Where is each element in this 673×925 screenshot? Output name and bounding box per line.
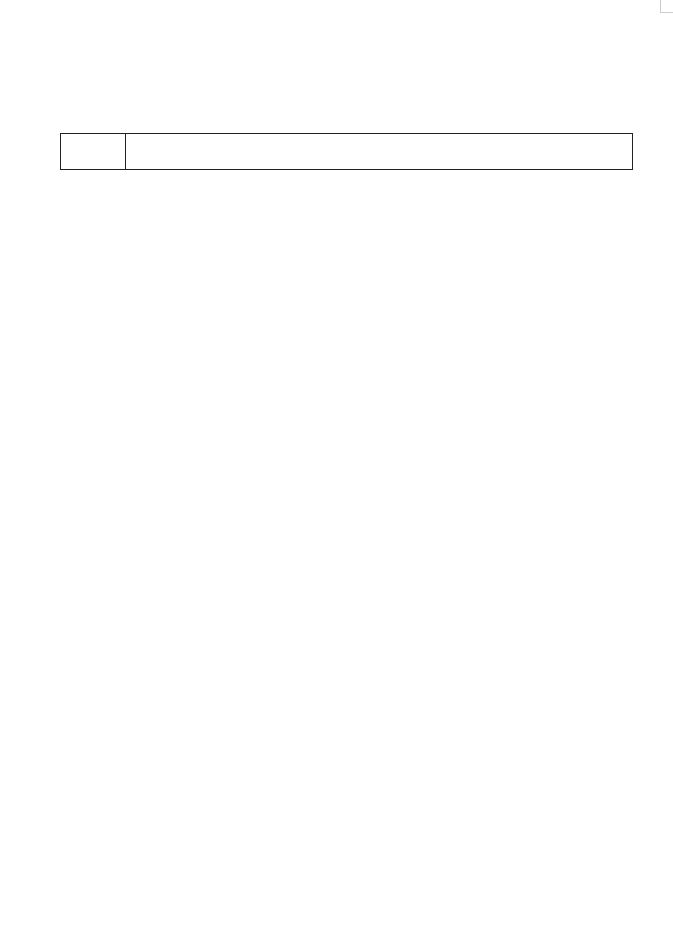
page-indicator bbox=[468, 889, 478, 903]
water-quality-table bbox=[60, 133, 633, 170]
report-number bbox=[124, 889, 128, 903]
note-row bbox=[61, 134, 633, 170]
note-text bbox=[126, 134, 633, 170]
note-label bbox=[61, 134, 126, 170]
page-corner-mark bbox=[660, 0, 673, 13]
